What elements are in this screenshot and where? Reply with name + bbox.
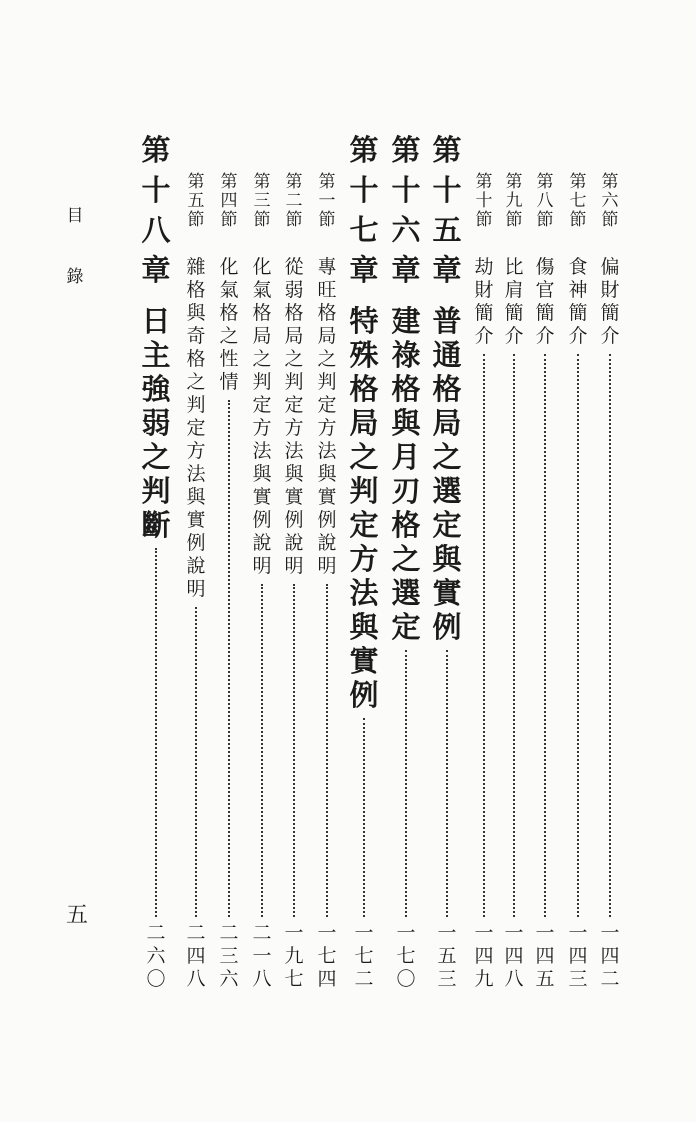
dot-leader (513, 354, 515, 917)
entry-title: 化 氣 格 局 之 判 定 方 法 與 實 例 說 明 (252, 256, 272, 577)
entry-title: 雜 格 與 奇 格 之 判 定 方 法 與 實 例 說 明 (186, 256, 206, 600)
entry-page-number: 一 九 七 (284, 922, 304, 990)
entry-label: 第 七 節 (569, 172, 587, 230)
toc-chapter-entry (136, 0, 176, 1122)
entry-page-number: 一 四 二 (600, 922, 620, 990)
toc-chapter-entry (427, 0, 467, 1122)
toc-section-entry (183, 0, 209, 1122)
toc-chapter-entry (344, 0, 384, 1122)
entry-page-number: 一 四 八 (504, 922, 524, 990)
dot-leader (228, 400, 230, 917)
running-header (60, 208, 90, 330)
entry-title: 建 祿 格 與 月 刃 格 之 選 定 (391, 304, 421, 644)
entry-title: 食 神 簡 介 (568, 256, 588, 347)
entry-title: 化 氣 格 之 性 情 (219, 256, 239, 393)
entry-page-number: 二 三 六 (219, 922, 239, 990)
entry-label: 第 十 八 章 (141, 133, 171, 287)
entry-page-number: 一 五 三 (437, 922, 457, 990)
entry-page-number: 一 七 四 (317, 922, 337, 990)
dot-leader (363, 718, 365, 917)
dot-leader (195, 607, 197, 917)
page-folio: 五 (66, 903, 89, 928)
entry-label: 第 十 節 (475, 172, 493, 230)
dot-leader (261, 584, 263, 917)
toc-section-entry (281, 0, 307, 1122)
toc-section-entry (501, 0, 527, 1122)
toc-section-entry (471, 0, 497, 1122)
entry-title: 日 主 強 弱 之 判 斷 (141, 304, 171, 542)
entry-page-number: 二 一 八 (252, 922, 272, 990)
dot-leader (405, 650, 407, 917)
entry-label: 第 六 節 (601, 172, 619, 230)
entry-title: 劫 財 簡 介 (474, 256, 494, 347)
entry-label: 第 一 節 (318, 172, 336, 230)
entry-label: 第 九 節 (505, 172, 523, 230)
toc-section-entry (597, 0, 623, 1122)
toc-section-entry (532, 0, 558, 1122)
entry-page-number: 一 四 五 (535, 922, 555, 990)
entry-page-number: 一 七 二 (354, 922, 374, 990)
entry-page-number: 一 七 〇 (396, 922, 416, 990)
entry-title: 傷 官 簡 介 (535, 256, 555, 347)
entry-title: 從 弱 格 局 之 判 定 方 法 與 實 例 說 明 (284, 256, 304, 577)
entry-title: 比 肩 簡 介 (504, 256, 524, 347)
dot-leader (155, 548, 157, 917)
header-glyph: 目 (66, 206, 84, 226)
entry-title: 專 旺 格 局 之 判 定 方 法 與 實 例 說 明 (317, 256, 337, 577)
dot-leader (483, 354, 485, 917)
dot-leader (446, 650, 448, 917)
toc-section-entry (314, 0, 340, 1122)
entry-label: 第 八 節 (536, 172, 554, 230)
toc-chapter-entry (386, 0, 426, 1122)
entry-label: 第 四 節 (220, 172, 238, 230)
dot-leader (326, 584, 328, 917)
entry-page-number: 二 六 〇 (146, 922, 166, 990)
entry-label: 第 十 六 章 (391, 133, 421, 287)
header-glyph: 錄 (66, 267, 84, 287)
entry-title: 特 殊 格 局 之 判 定 方 法 與 實 例 (349, 304, 379, 712)
entry-page-number: 二 四 八 (186, 922, 206, 990)
entry-label: 第 三 節 (253, 172, 271, 230)
toc-section-entry (249, 0, 275, 1122)
dot-leader (293, 584, 295, 917)
entry-label: 第 二 節 (285, 172, 303, 230)
dot-leader (544, 354, 546, 917)
dot-leader (577, 354, 579, 917)
entry-title: 普 通 格 局 之 選 定 與 實 例 (432, 304, 462, 644)
entry-label: 第 五 節 (187, 172, 205, 230)
entry-label: 第 十 五 章 (432, 133, 462, 287)
toc-section-entry (216, 0, 242, 1122)
toc-section-entry (565, 0, 591, 1122)
entry-title: 偏 財 簡 介 (600, 256, 620, 347)
entry-label: 第 十 七 章 (349, 133, 379, 287)
dot-leader (609, 354, 611, 917)
entry-page-number: 一 四 三 (568, 922, 588, 990)
entry-page-number: 一 四 九 (474, 922, 494, 990)
